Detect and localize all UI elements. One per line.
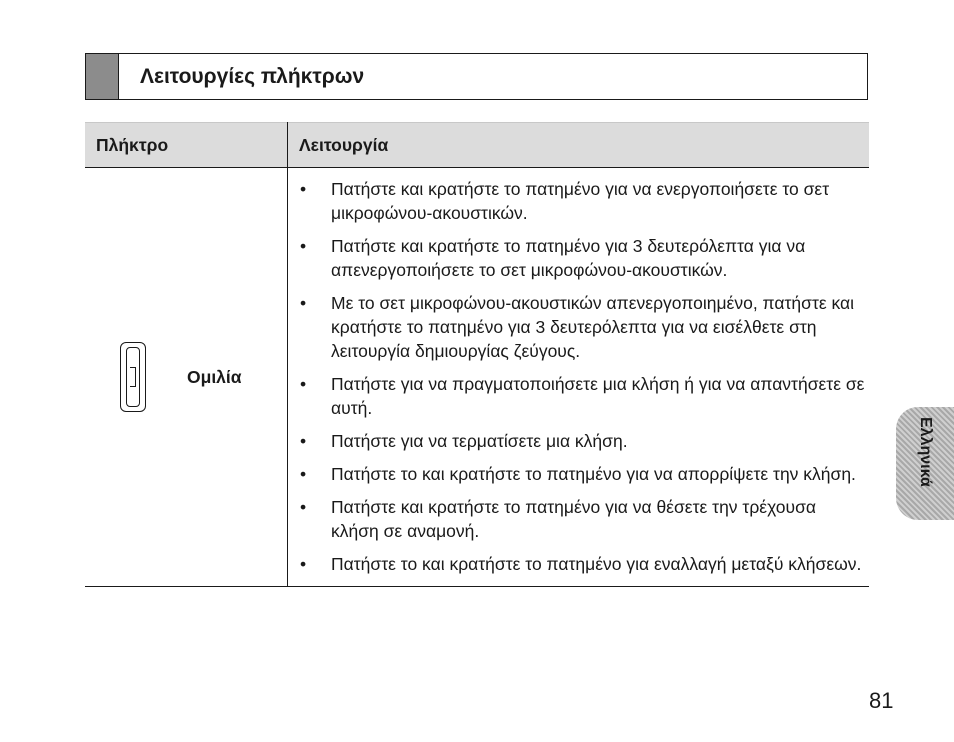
- function-cell: [288, 168, 870, 587]
- key-cell: [85, 168, 288, 587]
- section-title: Λειτουργίες πλήκτρων: [140, 64, 365, 88]
- list-item: • Πατήστε και κρατήστε το πατημένο για να ενεργοποιήσετε το σετ μικροφώνου-ακουστικών.: [289, 177, 868, 225]
- list-item: • Πατήστε και κρατήστε το πατημένο για να θέσετε την τρέχουσα κλήση σε αναμονή.: [289, 495, 868, 543]
- list-item: • Με το σετ μικροφώνου-ακουστικών απενεργοποιημένο, πατήστε και κρατήστε το πατημένο για 3 δευτερόλεπτα για να εισέλθετε στη λειτουργία δημιουργίας ζεύγους.: [289, 291, 868, 363]
- list-item: • Πατήστε και κρατήστε το πατημένο για 3 δευτερόλεπτα για να απενεργοποιήσετε το σετ μικροφώνου-ακουστικών.: [289, 234, 868, 282]
- header-function: Λειτουργία: [288, 123, 870, 168]
- language-tab-label: Ελληνικά: [917, 417, 934, 487]
- key-functions-table: [85, 122, 869, 587]
- section-marker: [86, 54, 119, 99]
- header-key: Πλήκτρο: [85, 123, 288, 168]
- function-list: [289, 169, 868, 585]
- page-number: 81: [869, 688, 894, 713]
- key-label: Ομιλία: [187, 366, 242, 387]
- table-header-row: [85, 123, 869, 168]
- table-row: [85, 168, 869, 587]
- list-item: • Πατήστε το και κρατήστε το πατημένο για να απορρίψετε την κλήση.: [289, 462, 868, 486]
- list-item: • Πατήστε για να πραγματοποιήσετε μια κλήση ή για να απαντήσετε σε αυτή.: [289, 372, 868, 420]
- section-header: [85, 53, 868, 100]
- list-item: • Πατήστε το και κρατήστε το πατημένο για εναλλαγή μεταξύ κλήσεων.: [289, 552, 868, 576]
- talk-button-icon: [120, 342, 146, 412]
- list-item: • Πατήστε για να τερματίσετε μια κλήση.: [289, 429, 868, 453]
- language-tab: [896, 407, 954, 520]
